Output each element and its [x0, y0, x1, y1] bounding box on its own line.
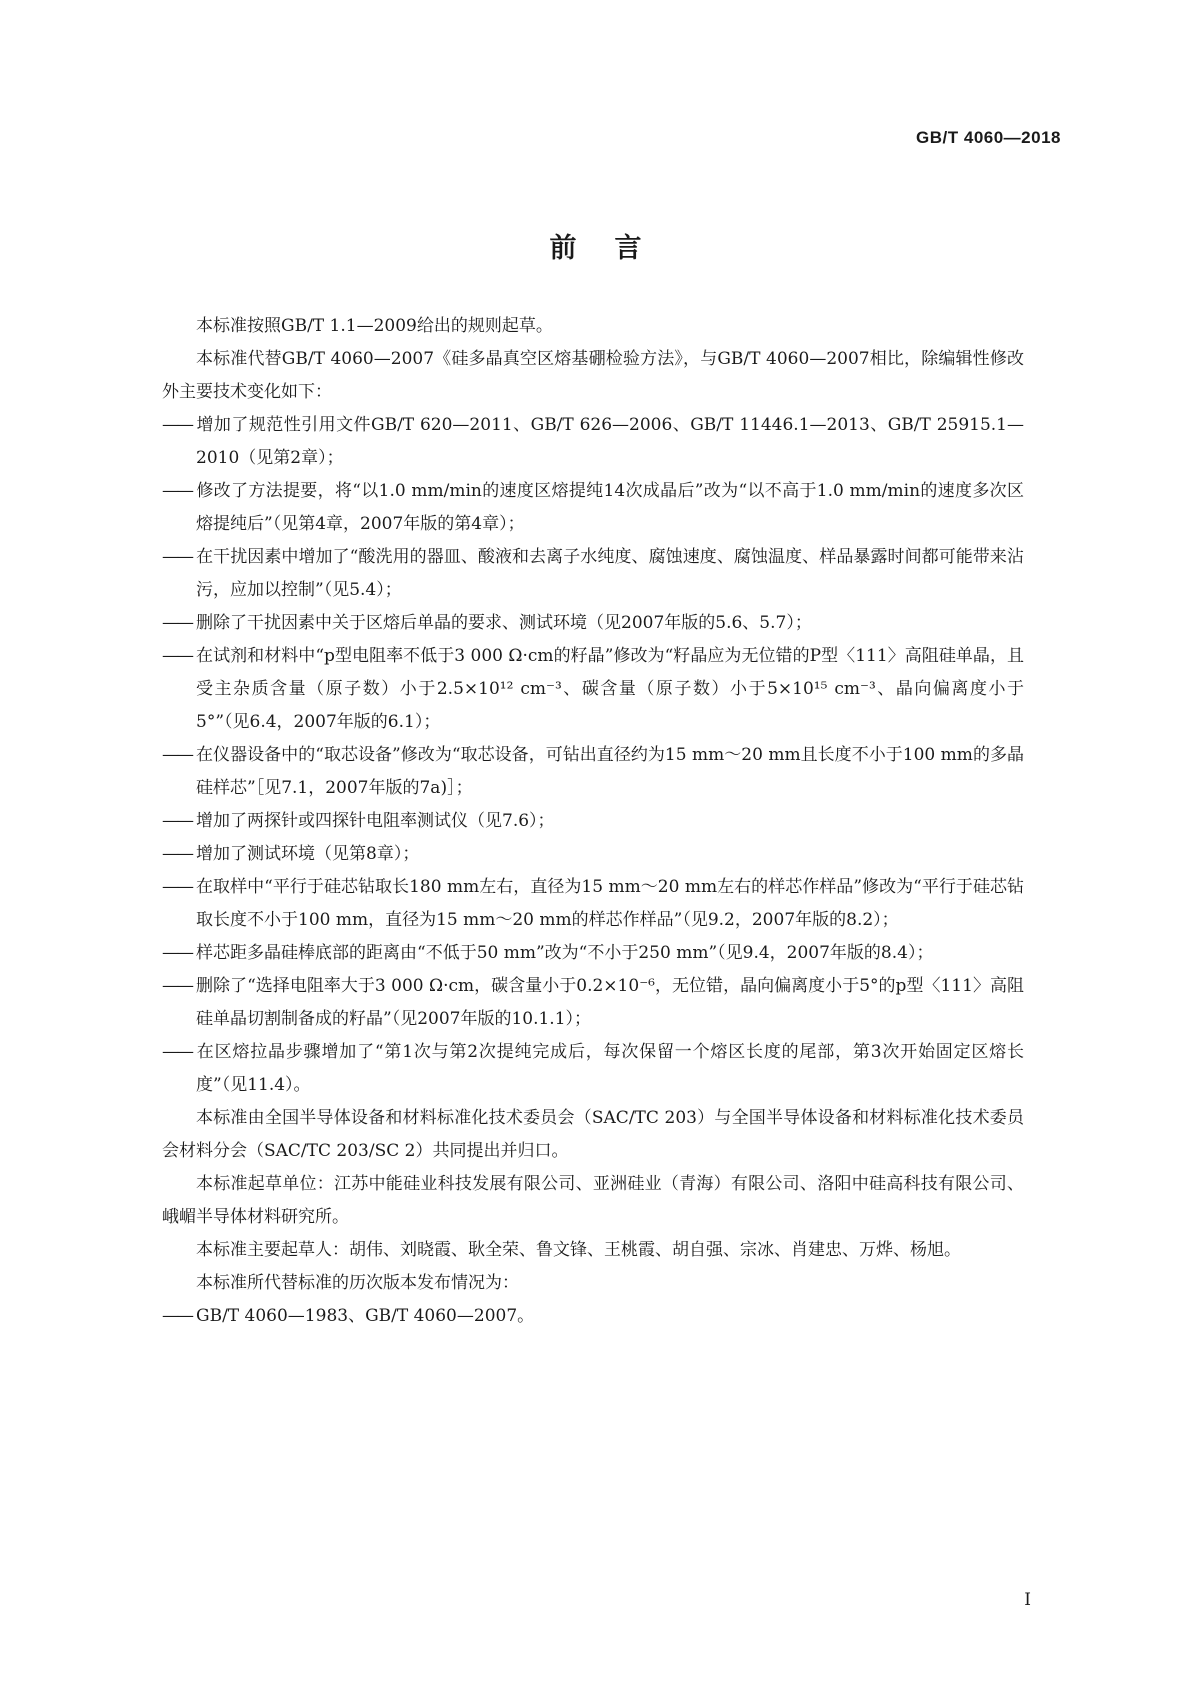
change-item: —— 修改了方法提要，将“以1.0 mm/min的速度区熔提纯14次成晶后”改为“以不高于1.0 mm/min的速度多次区熔提纯后”（见第4章，2007年版的第4章）；: [162, 475, 1024, 541]
dash-marker: ——: [162, 646, 192, 666]
change-item: —— 删除了“选择电阻率大于3 000 Ω·cm，碳含量小于0.2×10⁻⁶，无位错，晶向偏离度小于5°的p型〈111〉高阻硅单晶切割制备成的籽晶”（见2007年版的10.1.1）；: [162, 970, 1024, 1036]
dash-marker: ——: [162, 844, 192, 864]
dash-marker: ——: [162, 1042, 192, 1062]
page-number: I: [1024, 1590, 1031, 1610]
change-item: —— 在试剂和材料中“p型电阻率不低于3 000 Ω·cm的籽晶”修改为“籽晶应为无位错的P型〈111〉高阻硅单晶，且受主杂质含量（原子数）小于2.5×10¹² cm⁻³、碳含量（原子数）小于5×10¹⁵ cm⁻³、晶向偏离度小于5°”（见6.4，2007年版的6.1）；: [162, 640, 1024, 739]
dash-marker: ——: [162, 481, 192, 501]
change-item: —— 样芯距多晶硅棒底部的距离由“不低于50 mm”改为“不小于250 mm”（见9.4，2007年版的8.4）；: [162, 937, 1024, 970]
change-item: —— 增加了规范性引用文件GB/T 620—2011、GB/T 626—2006、GB/T 11446.1—2013、GB/T 25915.1—2010（见第2章）；: [162, 409, 1024, 475]
dash-marker: ——: [162, 976, 192, 996]
change-item: —— 在仪器设备中的“取芯设备”修改为“取芯设备，可钻出直径约为15 mm～20 mm且长度不小于100 mm的多晶硅样芯”［见7.1，2007年版的7a)］；: [162, 739, 1024, 805]
closing-paragraph: 本标准主要起草人：胡伟、刘晓霞、耿全荣、鲁文锋、王桃霞、胡自强、宗冰、肖建忠、万烨、杨旭。: [196, 1240, 961, 1260]
dash-marker: ——: [162, 877, 192, 897]
closing-paragraph: 本标准所代替标准的历次版本发布情况为：: [196, 1273, 519, 1293]
dash-marker: ——: [162, 415, 192, 435]
intro-paragraph: 本标准代替GB/T 4060—2007《硅多晶真空区熔基硼检验方法》，与GB/T 4060—2007相比，除编辑性修改外主要技术变化如下：: [162, 349, 1024, 402]
foreword-body: [162, 310, 1024, 1333]
dash-marker: ——: [162, 547, 192, 567]
change-item: —— 增加了两探针或四探针电阻率测试仪（见7.6）；: [162, 805, 1024, 838]
change-item: —— 在区熔拉晶步骤增加了“第1次与第2次提纯完成后，每次保留一个熔区长度的尾部，第3次开始固定区熔长度”（见11.4）。: [162, 1036, 1024, 1102]
dash-marker: ——: [162, 1306, 192, 1326]
dash-marker: ——: [162, 811, 192, 831]
change-item: —— 在取样中“平行于硅芯钻取长180 mm左右，直径为15 mm～20 mm左右的样芯作样品”修改为“平行于硅芯钻取长度不小于100 mm，直径为15 mm～20 mm的样芯作样品”（见9.2，2007年版的8.2）；: [162, 871, 1024, 937]
closing-paragraph: 本标准起草单位：江苏中能硅业科技发展有限公司、亚洲硅业（青海）有限公司、洛阳中硅高科技有限公司、峨嵋半导体材料研究所。: [162, 1174, 1024, 1227]
page-title: 前言: [549, 233, 680, 264]
intro-paragraph: 本标准按照GB/T 1.1—2009给出的规则起草。: [196, 316, 553, 336]
history-item: —— GB/T 4060—1983、GB/T 4060—2007。: [162, 1300, 1024, 1333]
closing-paragraph: 本标准由全国半导体设备和材料标准化技术委员会（SAC/TC 203）与全国半导体设备和材料标准化技术委员会材料分会（SAC/TC 203/SC 2）共同提出并归口。: [162, 1108, 1024, 1161]
change-item: —— 删除了干扰因素中关于区熔后单晶的要求、测试环境（见2007年版的5.6、5.7）；: [162, 607, 1024, 640]
change-item: —— 增加了测试环境（见第8章）；: [162, 838, 1024, 871]
dash-marker: ——: [162, 613, 192, 633]
standard-code: GB/T 4060—2018: [916, 128, 1061, 147]
change-item: —— 在干扰因素中增加了“酸洗用的器皿、酸液和去离子水纯度、腐蚀速度、腐蚀温度、样品暴露时间都可能带来沾污，应加以控制”（见5.4）；: [162, 541, 1024, 607]
dash-marker: ——: [162, 745, 192, 765]
dash-marker: ——: [162, 943, 192, 963]
